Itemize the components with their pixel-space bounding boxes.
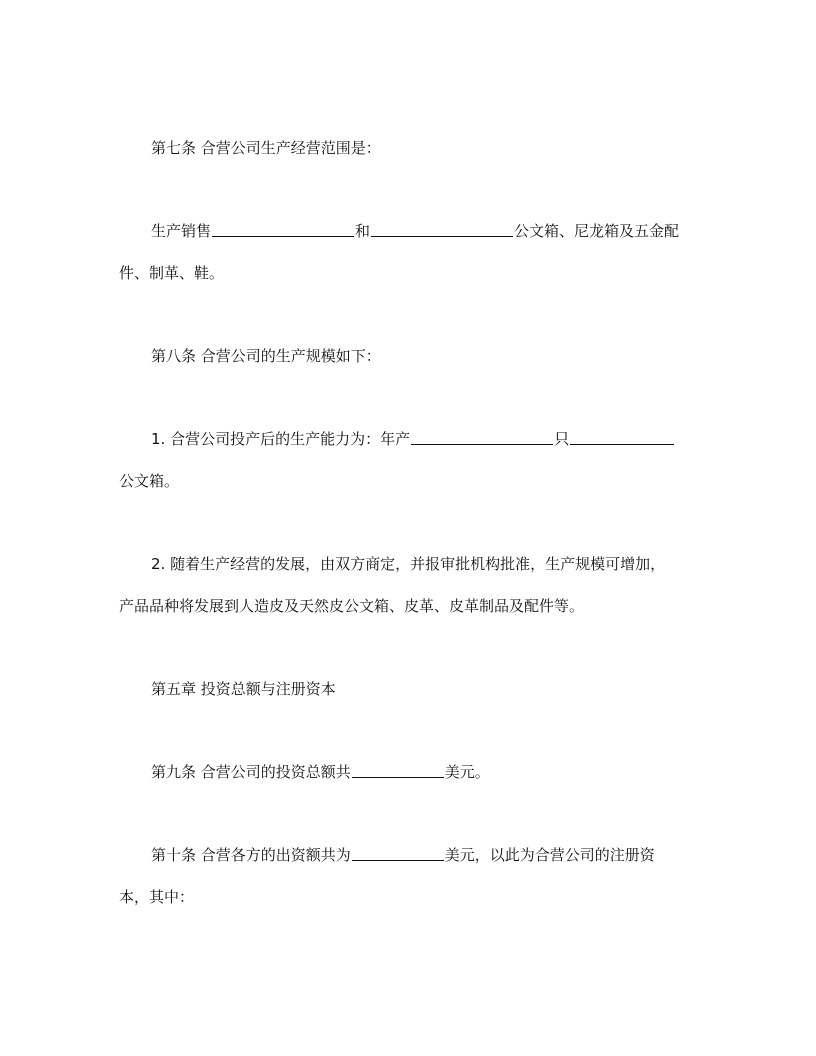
- article-8-text: 只: [554, 430, 570, 448]
- article-8-item-2-line-1: 2. 随着生产经营的发展，由双方商定，并报审批机构批准，生产规模可增加，: [151, 555, 666, 573]
- article-9-line: [151, 762, 490, 782]
- article-10-line-2: 本，其中：: [119, 888, 195, 906]
- fill-in-blank[interactable]: [411, 430, 553, 445]
- fill-in-blank[interactable]: [212, 222, 354, 237]
- article-7-paragraph-line-1: [151, 221, 679, 241]
- fill-in-blank[interactable]: [371, 222, 513, 237]
- article-8-item-1-line-2: 公文箱。: [119, 472, 180, 490]
- article-8-item-1-line-1: [151, 429, 675, 449]
- fill-in-blank[interactable]: [570, 430, 674, 445]
- article-10-text: 美元，以此为合营公司的注册资: [444, 846, 655, 864]
- article-10-line-1: [151, 845, 655, 865]
- article-7-text: 公文箱、尼龙箱及五金配: [514, 222, 680, 240]
- article-7-text: 和: [355, 222, 371, 240]
- article-7-paragraph-line-2: 件、制革、鞋。: [119, 264, 225, 282]
- article-7-text: 生产销售: [151, 222, 212, 240]
- fill-in-blank[interactable]: [352, 763, 444, 778]
- article-8-text: 1. 合营公司投产后的生产能力为：年产: [151, 430, 411, 448]
- chapter-5-title: 第五章 投资总额与注册资本: [151, 680, 336, 698]
- article-7-title: 第七条 合营公司生产经营范围是：: [151, 139, 381, 157]
- article-9-text: 第九条 合营公司的投资总额共: [151, 763, 351, 781]
- article-8-item-2-line-2: 产品品种将发展到人造皮及天然皮公文箱、皮革、皮革制品及配件等。: [119, 597, 585, 615]
- article-8-title: 第八条 合营公司的生产规模如下：: [151, 347, 381, 365]
- article-9-text: 美元。: [444, 763, 490, 781]
- article-10-text: 第十条 合营各方的出资额共为: [151, 846, 351, 864]
- fill-in-blank[interactable]: [352, 846, 444, 861]
